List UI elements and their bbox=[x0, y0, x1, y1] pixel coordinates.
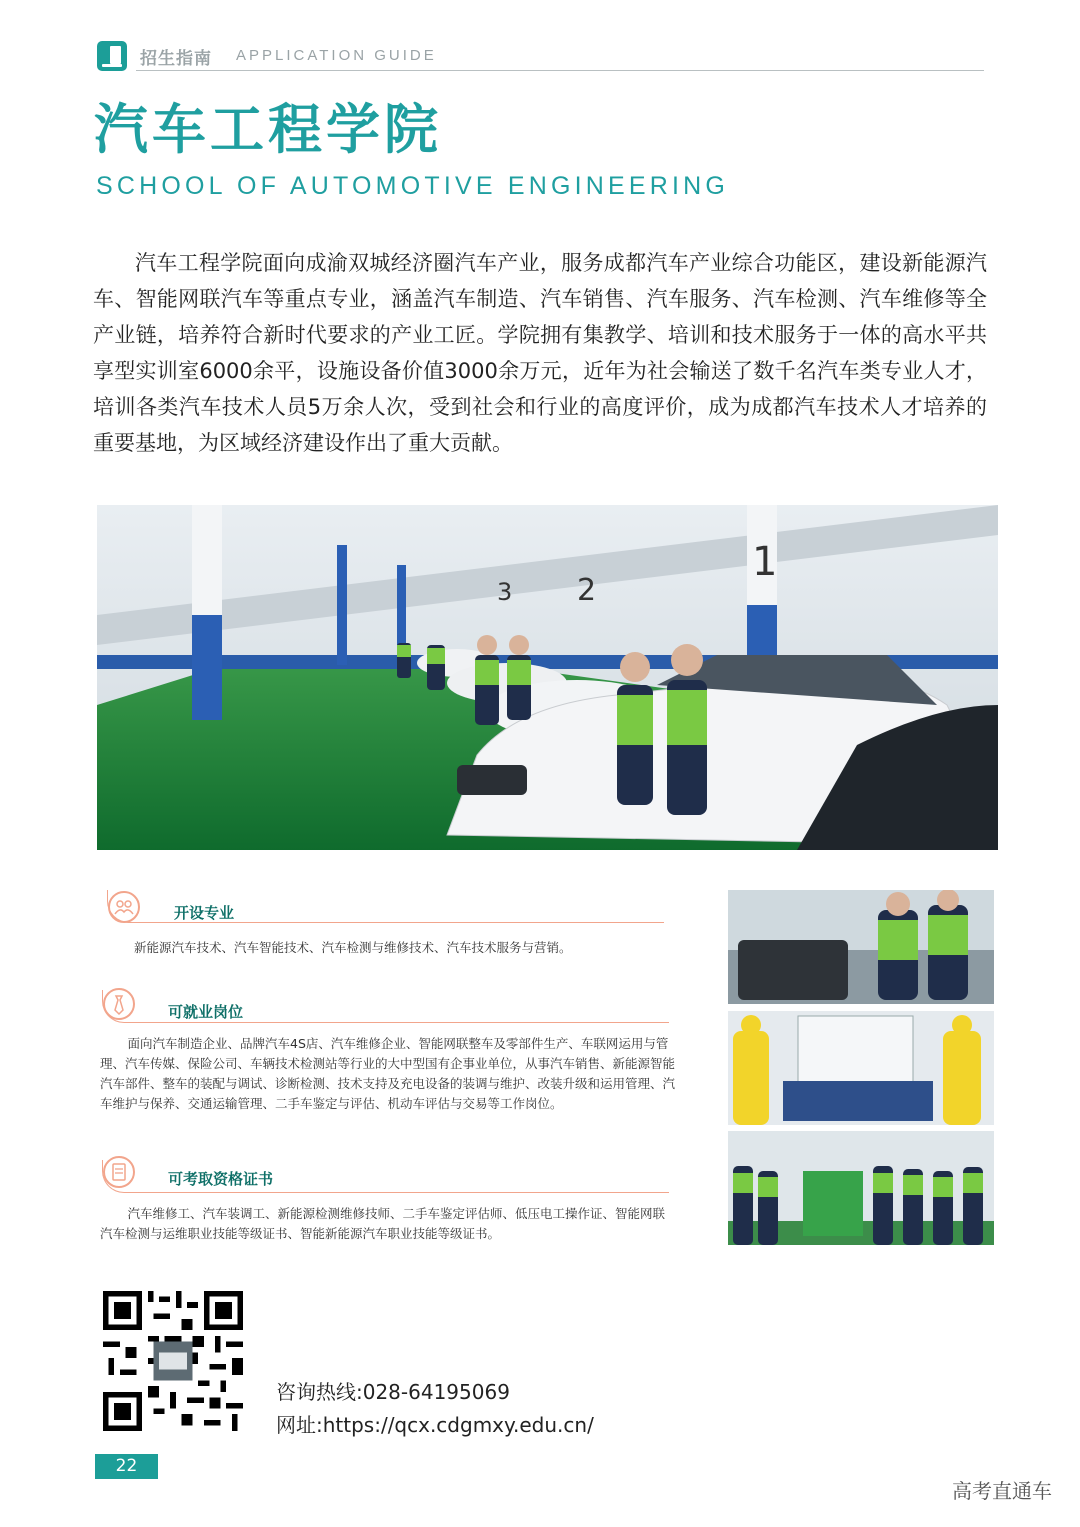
certs-divider bbox=[102, 1160, 669, 1193]
hotline: 咨询热线:028-64195069 bbox=[276, 1380, 510, 1404]
book-icon bbox=[96, 40, 128, 72]
page-number: 22 bbox=[95, 1454, 158, 1479]
engine-training-photo bbox=[728, 890, 994, 1004]
section-label: 招生指南 bbox=[140, 49, 212, 69]
majors-title: 开设专业 bbox=[174, 904, 235, 922]
workshop-photo bbox=[97, 505, 998, 850]
svg-text:3: 3 bbox=[497, 578, 513, 606]
certs-title: 可考取资格证书 bbox=[168, 1170, 274, 1188]
jobs-divider bbox=[102, 990, 669, 1023]
page-title: 汽车工程学院 bbox=[94, 98, 442, 161]
header-divider bbox=[136, 70, 984, 71]
svg-text:2: 2 bbox=[577, 573, 597, 608]
qr-code bbox=[103, 1291, 243, 1431]
majors-text: 新能源汽车技术、汽车智能技术、汽车检测与维修技术、汽车技术服务与营销。 bbox=[134, 940, 572, 955]
svg-text:1: 1 bbox=[752, 539, 778, 585]
group-training-photo bbox=[728, 1131, 994, 1245]
page-subtitle: SCHOOL OF AUTOMOTIVE ENGINEERING bbox=[96, 172, 730, 200]
jobs-title: 可就业岗位 bbox=[168, 1003, 244, 1021]
section-label-en: APPLICATION GUIDE bbox=[236, 47, 437, 64]
ev-battery-photo bbox=[728, 1011, 994, 1125]
jobs-text: 面向汽车制造企业、品牌汽车4S店、汽车维修企业、智能网联整车及零部件生产、车联网运用与管理、汽车传媒、保险公司、车辆技术检测站等行业的大中型国有企事业单位，从事汽车销售、新能源智能汽车部件、整车的装配与调试、诊断检测、技术支持及充电设备的装调与维护、改装升级和运用管理、汽车维护与保养、交通运输管理、二手车鉴定与评估、机动车评估与交易等工作岗位。 bbox=[100, 1036, 676, 1111]
intro-paragraph: 汽车工程学院面向成渝双城经济圈汽车产业，服务成都汽车产业综合功能区，建设新能源汽车、智能网联汽车等重点专业，涵盖汽车制造、汽车销售、汽车服务、汽车检测、汽车维修等全产业链，培养符合新时代要求的产业工匠。学院拥有集教学、培训和技术服务于一体的高水平共享型实训室6000余平，设施设备价值3000余万元，近年为社会输送了数千名汽车类专业人才，培训各类汽车技术人员5万余人次，受到社会和行业的高度评价，成为成都汽车技术人才培养的重要基地，为区域经济建设作出了重大贡献。 bbox=[93, 251, 987, 455]
website-link[interactable]: 网址:https://qcx.cdgmxy.edu.cn/ bbox=[276, 1413, 594, 1437]
certs-text: 汽车维修工、汽车装调工、新能源检测维修技师、二手车鉴定评估师、低压电工操作证、智能网联汽车检测与运维职业技能等级证书、智能新能源汽车职业技能等级证书。 bbox=[100, 1206, 666, 1241]
majors-divider bbox=[107, 890, 664, 923]
watermark: 高考直通车 bbox=[952, 1479, 1052, 1503]
